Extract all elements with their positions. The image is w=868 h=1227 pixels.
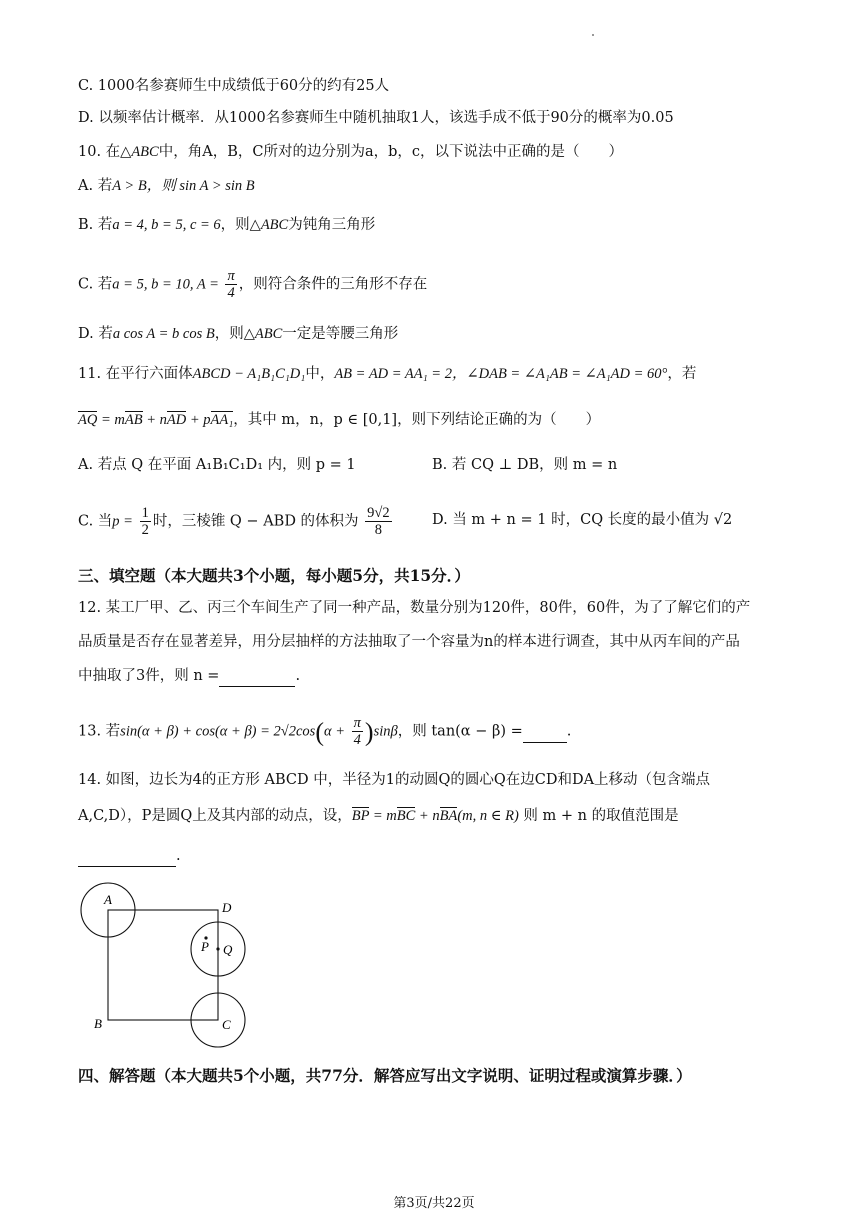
q12-line-3: 中抽取了3件，则 n = . xyxy=(78,666,300,687)
q10-stem: 10. 在△ABC中，角A，B，C所对的边分别为a，b，c，以下说法中正确的是（ ） xyxy=(78,144,623,160)
q12-line-2: 品质量是否存在显著差异，用分层抽样的方法抽取了一个容量为n的样本进行调查，其中从丙车间的产品 xyxy=(78,634,740,650)
label-a: A xyxy=(104,892,112,907)
q11-stem: 11. 在平行六面体ABCD − A₁B₁C₁D₁中，AB = AD = AA₁ = 2，∠DAB = ∠A₁AB = ∠A₁AD = 60°，若 xyxy=(78,366,697,382)
q11-option-d: D. 当 m + n = 1 时，CQ 长度的最小值为 √2 xyxy=(432,512,733,528)
page-footer: 第3页/共22页 xyxy=(393,1196,475,1211)
square-abcd xyxy=(108,910,218,1020)
q14-line-2: A,C,D），P是圆Q上及其内部的动点，设，BP = mBC + nBA(m, n ∈ R) 则 m + n 的取值范围是 xyxy=(78,808,679,824)
q12-line-1: 12. 某工厂甲、乙、丙三个车间生产了同一种产品，数量分别为120件，80件，60件，为了了解它们的产 xyxy=(78,600,751,616)
q11-option-b: B. 若 CQ ⊥ DB，则 m = n xyxy=(432,457,618,473)
label-c: C xyxy=(222,1017,231,1032)
q11-option-c: C. 当p = $\frac{1}{2}$ 时，三棱锥 Q − ABD 的体积为 $\frac{9√2}{8}$ xyxy=(78,505,390,538)
label-q: Q xyxy=(223,942,233,957)
point-q xyxy=(216,947,219,950)
fraction-pi-4: $\frac{\pi}{4}$ xyxy=(227,268,235,301)
q13: 13. 若sin(α + β) + cos(α + β) = 2√2cos(α + $\frac{\pi}{4}$ )sinβ，则 tan(α − β) = . xyxy=(78,715,572,748)
q14-line-3: . xyxy=(78,846,181,867)
q10-option-a: A. 若A > B，则 sin A > sin B xyxy=(78,178,255,194)
fraction-1-2: $\frac{1}{2}$ xyxy=(141,505,149,538)
q9-option-c: C. 1000名参赛师生中成绩低于60分的约有25人 xyxy=(78,78,390,94)
section-4-heading: 四、解答题（本大题共5个小题，共77分．解答应写出文字说明、证明过程或演算步骤．） xyxy=(78,1066,692,1085)
q11-vector-line: AQ = mAB + nAD + pAA₁，其中 m，n，p ∈ [0,1]，则下列结论正确的为（ ） xyxy=(78,412,601,428)
label-p: P xyxy=(201,939,209,954)
q11-option-a: A. 若点 Q 在平面 A₁B₁C₁D₁ 内，则 p = 1 xyxy=(78,457,356,473)
section-3-heading: 三、填空题（本大题共3个小题，每小题5分，共15分．） xyxy=(78,566,470,585)
q10-option-c: C. 若a = 5, b = 10, A = $\frac{\pi}{4}$ ，则符合条件的三角形不存在 xyxy=(78,268,428,301)
q14-line-1: 14. 如图，边长为4的正方形 ABCD 中，半径为1的动圆Q的圆心Q在边CD和DA上移动（包含端点 xyxy=(78,772,711,788)
q10-option-d: D. 若a cos A = b cos B，则△ABC一定是等腰三角形 xyxy=(78,326,399,342)
label-d: D xyxy=(222,900,232,915)
fraction-volume: $\frac{9√2}{8}$ xyxy=(367,505,390,538)
label-b: B xyxy=(94,1016,102,1031)
q10-option-b: B. 若a = 4, b = 5, c = 6，则△ABC为钝角三角形 xyxy=(78,217,376,233)
q9-option-d: D. 以频率估计概率．从1000名参赛师生中随机抽取1人，该选手成不低于90分的概率为0.05 xyxy=(78,110,674,126)
q14-figure xyxy=(70,878,270,1058)
fraction-pi-4-q13: $\frac{\pi}{4}$ xyxy=(353,715,361,748)
scan-dot xyxy=(592,34,594,36)
